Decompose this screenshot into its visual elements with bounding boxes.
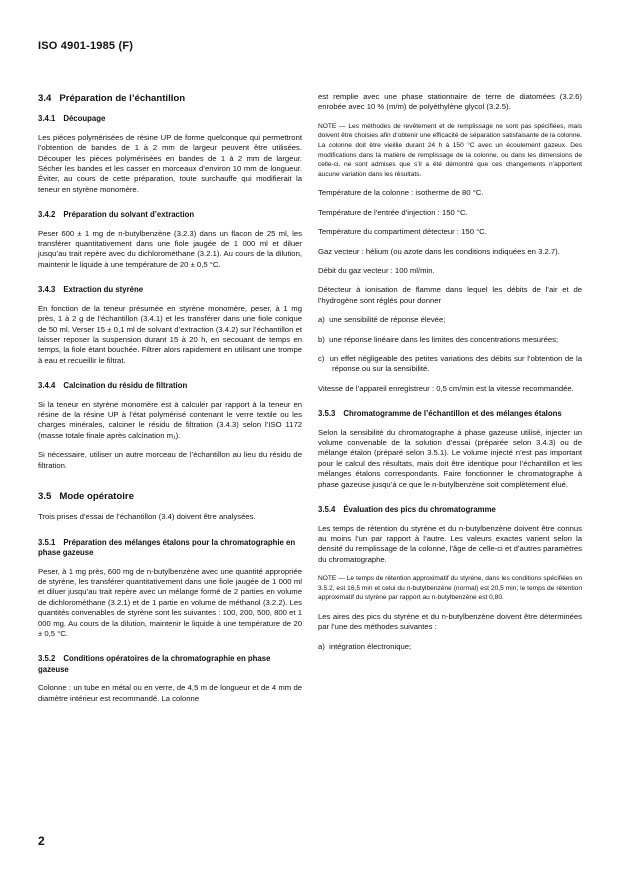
section-3-4-2-text: Peser 600 ± 1 mg de n-butylbenzène (3.2.3) dans un flacon de 25 ml, les transférer quantitativement dans une fiole jaugée de 1 000 ml et diluer jusqu’au trait repère avec du dichlorométhane (3.2.1). Au cours de la dilution, maintenir le liquide à une température de 20 ± 0,5 °C. — [38, 228, 302, 269]
carrier-gas: Gaz vecteur : hélium (ou azote dans les conditions indiquées en 3.2.7). — [318, 246, 560, 256]
list-item: c) un effet négligeable des petites variations des débits sur l’obtention de la réponse ou sur la sensibilité. — [318, 354, 582, 374]
section-3-4-heading: 3.4 Préparation de l’échantillon — [38, 93, 186, 104]
section-3-4-2-heading: 3.4.2 Préparation du solvant d’extraction — [38, 210, 195, 220]
section-3-5-heading: 3.5 Mode opératoire — [38, 490, 134, 502]
section-3-4-1-text: Les pièces polymérisées de résine UP de forme quelconque qui permettront l’obtention de bandes de 1 à 2 mm de largeur peuvent être utilisées. Découper les pièces polymérisées en bandes de 1 à 2 mm de largeur. Sécher les bandes et les casser en morceaux d’environ 10 mm de longueur. Éviter, au cours de cette préparation, toute surchauffe qui modifierait la teneur en styrène monomère. — [38, 132, 302, 194]
detector-description: Détecteur à ionisation de flamme dans lequel les débits de l’air et de l’hydrogène sont réglés pour donner — [318, 285, 582, 305]
section-3-4-4-text: Si la teneur en styrène monomère est à calculer par rapport à la teneur en résine de la résine UP à l’état polymérisé contenant le verre textile ou les charges minérales, calciner le résidu de filtration (3.4.3) selon l’ISO 1172 (masse totale finale après calcination m₁). — [38, 399, 302, 440]
section-3-5-3-heading: 3.5.3 Chromatogramme de l’échantillon et des mélanges étalons — [318, 409, 562, 419]
page-number: 2 — [38, 834, 45, 848]
section-3-4-4-text-2: Si nécessaire, utiliser un autre morceau de l’échantillon au lieu du résidu de filtration. — [38, 450, 302, 470]
list-item: a) une sensibilité de réponse élevée; — [318, 315, 446, 325]
list-item: a) intégration électronique; — [318, 641, 412, 651]
recorder-speed: Vitesse de l’appareil enregistreur : 0,5 cm/min est la vitesse recommandée. — [318, 383, 574, 393]
section-3-4-3-heading: 3.4.3 Extraction du styrène — [38, 285, 144, 295]
right-column — [318, 92, 582, 661]
section-3-5-1-heading: 3.5.1 Préparation des mélanges étalons pour la chromatographie en phase gazeuse — [38, 537, 296, 558]
column-continuation-text: est remplie avec une phase stationnaire de terre de diatomées (3.2.6) enrobée avec 10 % (m/m) de polyéthylène glycol (3.2.5). — [318, 92, 582, 112]
section-3-4-1-heading: 3.4.1 Découpage — [38, 114, 106, 124]
note-retention-time: NOTE — Le temps de rétention approximatif du styrène, dans les conditions spécifiées en 3.5.2, est 16,5 min et celui du n-butylbenzène (normal) est 20,5 min; le temps de rétention approximatif du styrène par rapport au n-butylbenzène est 0,80. — [318, 575, 582, 602]
section-3-5-4-heading: 3.5.4 Évaluation des pics du chromatogramme — [318, 505, 496, 515]
section-3-5-2-heading: 3.5.2 Conditions opératoires de la chromatographie en phase gazeuse — [38, 654, 271, 674]
injector-temperature: Température de l’entrée d’injection : 150 °C. — [318, 207, 468, 217]
detector-temperature: Température du compartiment détecteur : 150 °C. — [318, 227, 487, 237]
section-3-4-3-text: En fonction de la teneur présumée en styrène monomère, peser, à 1 mg près, 1 à 2 g de l’échantillon (3.4.1) et les transférer dans une fiole conique de 50 ml. Verser 15 ± 0,1 ml de solvant d’extraction (3.4.2) sur l’échantillon et laisser reposer la suspension durant 15 à 20 h, en secouant de temps en temps, la fiole étant bouchée. Filtrer alors rapidement en utilisant une trompe à eau et recueillir le filtrat. — [38, 303, 302, 365]
section-3-5-4-text-2: Les aires des pics du styrène et du n-butylbenzène doivent être déterminées par l’une des méthodes suivantes : — [318, 611, 582, 632]
section-3-5-3-text: Selon la sensibilité du chromatographe à phase gazeuse utilisé, injecter un volume convenable de la solution d’essai (préparée selon 3.4.3) ou de mélange étalon (préparé selon 3.5.1). Le volume injecté n’est pas important pour le calcul des résultats, mais doit être identique pour l’échantillon et les mélanges étalons correspondants. Faire fonctionner le chromatographe à phase gazeuse jusqu’à ce que le n-butylbenzène soit complètement élué. — [318, 427, 582, 489]
document-header: ISO 4901-1985 (F) — [38, 40, 134, 52]
section-3-5-1-text: Peser, à 1 mg près, 600 mg de n-butylbenzène avec une quantité appropriée de styrène, les transférer quantitativement dans une fiole jaugée de 1 000 ml et diluer jusqu’au trait repère avec un mélange formé de 2 parties en volume de dichlorométhane (3.2.1) et de 1 partie en volume de méthanol (3.2.2). Les quantités convenables de styrène sont les suivantes : 100, 200, 500, 800 et 1 000 mg. Au cours de la dilution, maintenir le liquide à une température de 20 ± 0,5 °C. — [38, 566, 302, 639]
carrier-gas-flow: Débit du gaz vecteur : 100 ml/min. — [318, 266, 435, 275]
column-temperature: Température de la colonne : isotherme de 80 °C. — [318, 188, 484, 198]
section-3-4-4-heading: 3.4.4 Calcination du résidu de filtration — [38, 381, 188, 391]
list-item: b) une réponse linéaire dans les limites des concentrations mesurées; — [318, 334, 559, 344]
section-3-5-2-text: Colonne : un tube en métal ou en verre, de 4,5 m de longueur et de 4 mm de diamètre intérieur est recommandé. La colonne — [38, 683, 302, 703]
left-column — [38, 94, 302, 713]
section-3-5-text: Trois prises d’essai de l’échantillon (3.4) doivent être analysées. — [38, 512, 256, 522]
section-3-5-4-text: Les temps de rétention du styrène et du n-butylbenzène doivent être connus au moins l’un par rapport à l’autre. Les valeurs exactes varient selon la densité du remplissage de la colonne, l’âge de celle-ci et d’autres paramètres du chromatographe. — [318, 523, 582, 564]
note-column-packing: NOTE — Les méthodes de revêtement et de remplissage ne sont pas spécifiées, mais doivent être choisies afin d’obtenir une efficacité de séparation satisfaisante de la colonne. La colonne doit être vieillie durant 24 h à 150 °C avec un écoulement gazeux. Des modifications dans la matière de remplissage de la colonne, ou dans les dimensions de celle-ci, ne sont admises que s’il a été démontré que ces changements n’apportent aucune variation dans les résultats. — [318, 122, 582, 178]
